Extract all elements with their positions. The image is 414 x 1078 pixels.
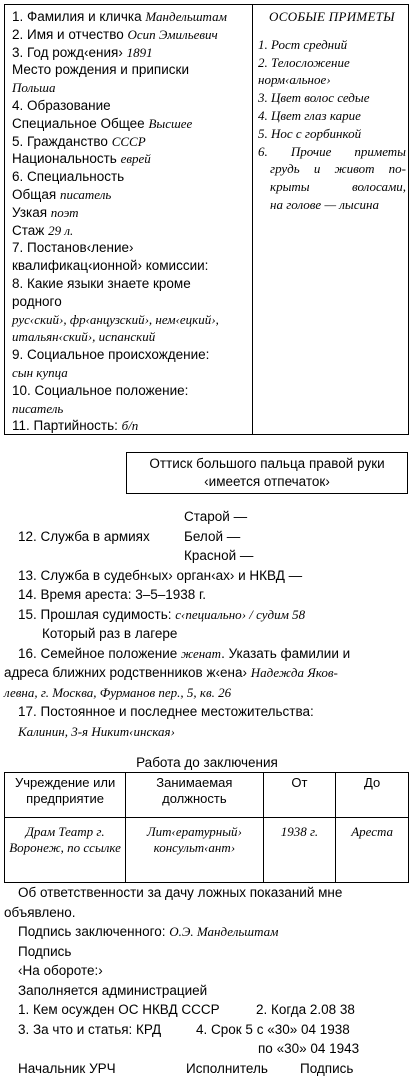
mark-height: 1. Рост средний bbox=[258, 36, 406, 54]
commission-label-cont: квалификац‹ионной› комиссии: bbox=[12, 257, 250, 275]
mark-other-cont: грудь и живот по- bbox=[258, 160, 406, 178]
admin-line-3: по «30» 04 1943 bbox=[0, 1039, 414, 1059]
value: писатель bbox=[60, 187, 111, 202]
q17: 17. Постоянное и последнее местожительства: bbox=[0, 702, 414, 722]
experience-line bbox=[12, 222, 250, 240]
thumbprint-note: ‹имеется отпечаток› bbox=[127, 473, 407, 491]
col-header: До bbox=[336, 773, 409, 818]
special-marks-header: ОСОБЫЕ ПРИМЕТЫ bbox=[258, 8, 406, 26]
value: женат bbox=[181, 646, 221, 661]
general-specialty-line bbox=[12, 186, 250, 204]
label: адреса ближних родственников ж‹ена› bbox=[4, 665, 247, 680]
social-origin-label: 9. Социальное происхождение: bbox=[12, 346, 250, 364]
label: Национальность bbox=[12, 151, 117, 166]
thumbprint-box bbox=[126, 452, 408, 494]
commission-label: 7. Постанов‹ление› bbox=[12, 239, 250, 257]
army-line bbox=[0, 527, 414, 547]
army-label: 12. Служба в армиях bbox=[0, 527, 184, 547]
column-divider bbox=[252, 5, 253, 434]
q13: 13. Служба в судебн‹ых› орган‹ах› и НКВД — bbox=[0, 566, 414, 586]
q16 bbox=[0, 644, 414, 664]
party-line bbox=[12, 417, 250, 435]
languages-value: рус‹ский›, фр‹анцузский›, нем‹ецкий›, bbox=[12, 311, 250, 329]
mark-other: 6. Прочие приметы bbox=[258, 143, 406, 161]
label: Исполнитель bbox=[186, 1059, 300, 1078]
mark-build-value: норм‹альное› bbox=[258, 71, 406, 89]
q16-relatives bbox=[0, 663, 414, 683]
q15-cont: Который раз в лагере bbox=[0, 624, 414, 644]
responsibility-line: Об ответственности за дачу ложных показаний мне bbox=[0, 883, 414, 903]
value: Надежда Яков- bbox=[251, 665, 338, 680]
admin-line-1 bbox=[0, 1000, 414, 1020]
value: поэт bbox=[51, 205, 79, 220]
value: О.Э. Мандельштам bbox=[169, 924, 278, 939]
responsibility-line-cont: объявлено. bbox=[0, 903, 414, 923]
q15 bbox=[0, 605, 414, 625]
value: б/п bbox=[122, 418, 139, 433]
table-row bbox=[5, 818, 409, 883]
q14: 14. Время ареста: 3–5–1938 г. bbox=[0, 585, 414, 605]
mark-other-cont: на голове — лысина bbox=[258, 196, 406, 214]
work-table bbox=[4, 772, 409, 883]
value: СССР bbox=[112, 134, 146, 149]
col-header: От bbox=[263, 773, 336, 818]
table-header-row bbox=[5, 773, 409, 818]
label: Специальное Общее bbox=[12, 116, 145, 131]
label: 4. Срок 5 с «30» 04 1938 bbox=[196, 1022, 350, 1037]
army-white: Белой — bbox=[184, 529, 240, 544]
army-old: Старой — bbox=[0, 507, 414, 527]
col-header: Занимаемая должность bbox=[126, 773, 263, 818]
right-column bbox=[258, 8, 406, 214]
reverse-note: ‹На обороте:› bbox=[0, 961, 414, 981]
label: Узкая bbox=[12, 205, 47, 220]
table-cell: Ареста bbox=[336, 818, 409, 883]
value: Осип Эмильевич bbox=[128, 27, 218, 42]
name-line bbox=[12, 26, 250, 44]
col-header: Учреждение или предприятие bbox=[5, 773, 126, 818]
education-line bbox=[12, 115, 250, 133]
q16-address: левна, г. Москва, Фурманов пер., 5, кв. 26 bbox=[0, 683, 414, 703]
label: 11. Партийность: bbox=[12, 418, 118, 433]
admin-line-4 bbox=[0, 1059, 414, 1078]
table-cell: Лит‹ературный› консульт‹ант› bbox=[126, 818, 263, 883]
social-origin-value: сын купца bbox=[12, 364, 250, 382]
label: 3. За что и статья: КРД bbox=[18, 1020, 196, 1040]
label: 2. Когда 2.08 38 bbox=[256, 1002, 355, 1017]
personal-data-box bbox=[4, 4, 409, 435]
surname-line bbox=[12, 8, 250, 26]
narrow-specialty-line bbox=[12, 204, 250, 222]
questions-section bbox=[0, 507, 414, 741]
value: 29 л. bbox=[48, 223, 73, 238]
work-table-title: Работа до заключения bbox=[0, 755, 414, 770]
admin-fill-label: Заполняется администрацией bbox=[0, 981, 414, 1001]
specialty-label: 6. Специальность bbox=[12, 168, 250, 186]
label: 1. Кем осужден ОС НКВД СССР bbox=[18, 1000, 256, 1020]
mark-eyes: 4. Цвет глаз карие bbox=[258, 107, 406, 125]
label: Подпись bbox=[300, 1061, 353, 1076]
birth-year-line bbox=[12, 44, 250, 62]
label: 2. Имя и отчество bbox=[12, 27, 124, 42]
bottom-section bbox=[0, 883, 414, 1078]
mark-nose: 5. Нос с горбинкой bbox=[258, 125, 406, 143]
mark-other-cont: крыты волосами, bbox=[258, 178, 406, 196]
value: еврей bbox=[121, 151, 151, 166]
social-status-value: писатель bbox=[12, 400, 250, 418]
army-red: Красной — bbox=[0, 546, 414, 566]
education-label: 4. Образование bbox=[12, 97, 250, 115]
nationality-line bbox=[12, 150, 250, 168]
citizenship-line bbox=[12, 133, 250, 151]
languages-label-cont: родного bbox=[12, 293, 250, 311]
birthplace-label: Место рождения и приписки bbox=[12, 61, 250, 79]
value: с‹пециально› / судим 58 bbox=[175, 607, 305, 622]
table-cell: 1938 г. bbox=[263, 818, 336, 883]
label: Подпись заключенного: bbox=[18, 924, 166, 939]
mark-build: 2. Телосложение bbox=[258, 54, 406, 72]
label: 3. Год рожд‹ения› bbox=[12, 45, 123, 60]
thumbprint-title: Оттиск большого пальца правой руки bbox=[127, 455, 407, 473]
signature-label: Подпись bbox=[0, 942, 414, 962]
label: Начальник УРЧ bbox=[18, 1059, 186, 1078]
value: 1891 bbox=[127, 45, 153, 60]
languages-label: 8. Какие языки знаете кроме bbox=[12, 275, 250, 293]
label: Стаж bbox=[12, 223, 44, 238]
left-column bbox=[12, 8, 250, 435]
q17-value: Калинин, 3-я Никит‹инская› bbox=[0, 722, 414, 742]
admin-line-2 bbox=[0, 1020, 414, 1040]
value: Мандельштам bbox=[145, 9, 227, 24]
prisoner-signature bbox=[0, 922, 414, 942]
label: 15. Прошлая судимость: bbox=[18, 607, 172, 622]
languages-value-cont: итальян‹ский›, испанский bbox=[12, 328, 250, 346]
value: Высшее bbox=[148, 116, 192, 131]
label: 1. Фамилия и кличка bbox=[12, 9, 142, 24]
label: Общая bbox=[12, 187, 56, 202]
label: 16. Семейное положение bbox=[18, 646, 177, 661]
label: 5. Гражданство bbox=[12, 134, 108, 149]
social-status-label: 10. Социальное положение: bbox=[12, 382, 250, 400]
label: . Указать фамилии и bbox=[221, 646, 350, 661]
table-cell: Драм Театр г. Воронеж, по ссылке bbox=[5, 818, 126, 883]
mark-hair: 3. Цвет волос седые bbox=[258, 89, 406, 107]
birthplace-value: Польша bbox=[12, 79, 250, 97]
